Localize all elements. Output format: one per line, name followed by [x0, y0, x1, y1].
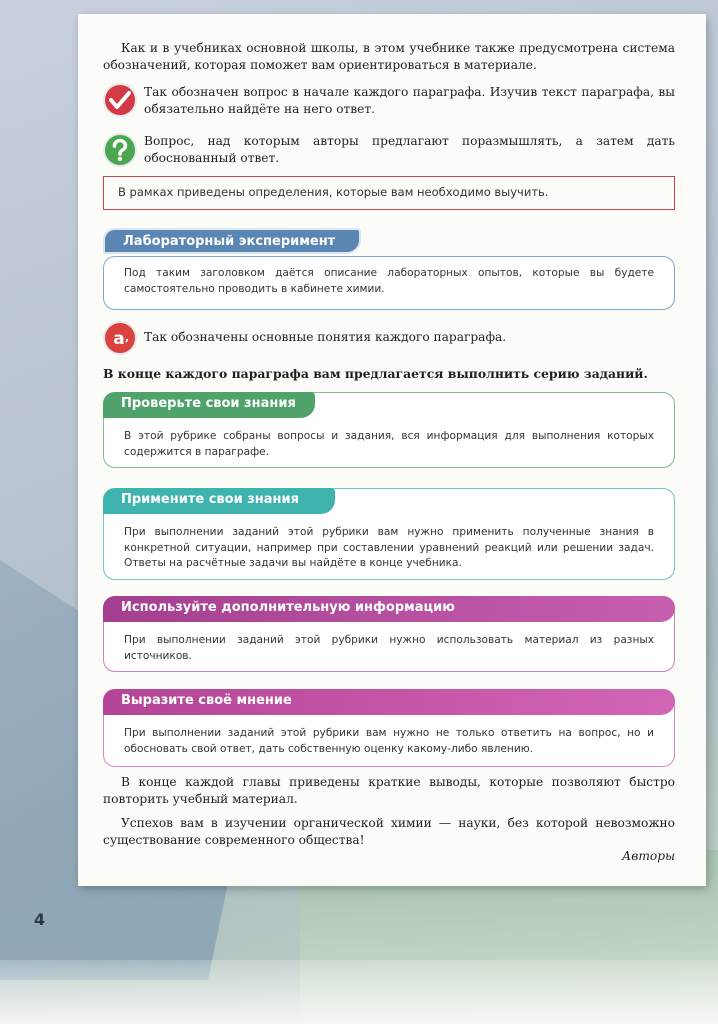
concepts-icon [102, 320, 138, 356]
rubric-title: Используйте дополнительную информацию [103, 596, 675, 622]
chapter-end-paragraph: В конце каждой главы приведены краткие выводы, которые позволяют быстро повторить учебный материал. [103, 775, 675, 806]
tasks-intro: В конце каждого параграфа вам предлагается выполнить серию заданий. [103, 366, 648, 381]
svg-text:,: , [124, 331, 130, 344]
lab-body: Под таким заголовком даётся описание лабораторных опытов, которые вы будете самостоятельно проводить в кабинете химии. [124, 267, 654, 295]
rubric-body: При выполнении заданий этой рубрики вам нужно применить полученные знания в конкретной ситуации, например при составлении уравнений реакций или решении задач. Ответы на расчётные задачи вы найдёте в конце учебника. [124, 526, 654, 569]
rubric-title: Проверьте свои знания [103, 392, 315, 418]
rubric-body: В этой рубрике собраны вопросы и задания, вся информация для выполнения которых содержится в параграфе. [124, 430, 654, 458]
question-icon [102, 132, 138, 168]
legend-concepts-text: Так обозначены основные понятия каждого параграфа. [144, 330, 507, 344]
lab-title: Лабораторный эксперимент [103, 228, 361, 254]
rubric-title: Примените свои знания [103, 488, 335, 514]
rubric-title: Выразите своё мнение [103, 689, 675, 715]
rubric-body: При выполнении заданий этой рубрики вам нужно не только ответить на вопрос, но и обосновать свой ответ, дать собственную оценку какому-либо явлению. [124, 727, 654, 755]
textbook-page [78, 14, 706, 886]
lab-panel [103, 256, 675, 310]
svg-text:a: a [113, 329, 125, 349]
signature: Авторы [622, 849, 675, 863]
definition-frame: В рамках приведены определения, которые вам необходимо выучить. [103, 176, 675, 210]
rubric-body: При выполнении заданий этой рубрики нужно использовать материал из разных источников. [124, 634, 654, 662]
intro-paragraph: Как и в учебниках основной школы, в этом учебнике также предусмотрена система обозначений, которая поможет вам ориентироваться в материале. [103, 41, 675, 72]
checkmark-icon [102, 82, 138, 118]
legend-check-text: Так обозначен вопрос в начале каждого параграфа. Изучив текст параграфа, вы обязательно найдёте на него ответ. [144, 85, 675, 116]
wish-paragraph: Успехов вам в изучении органической химии — науки, без которой невозможно существование современного общества! [103, 816, 675, 847]
legend-question-text: Вопрос, над которым авторы предлагают поразмышлять, а затем дать обоснованный ответ. [144, 134, 675, 165]
background-shape [0, 960, 718, 1024]
page-number: 4 [34, 910, 46, 929]
